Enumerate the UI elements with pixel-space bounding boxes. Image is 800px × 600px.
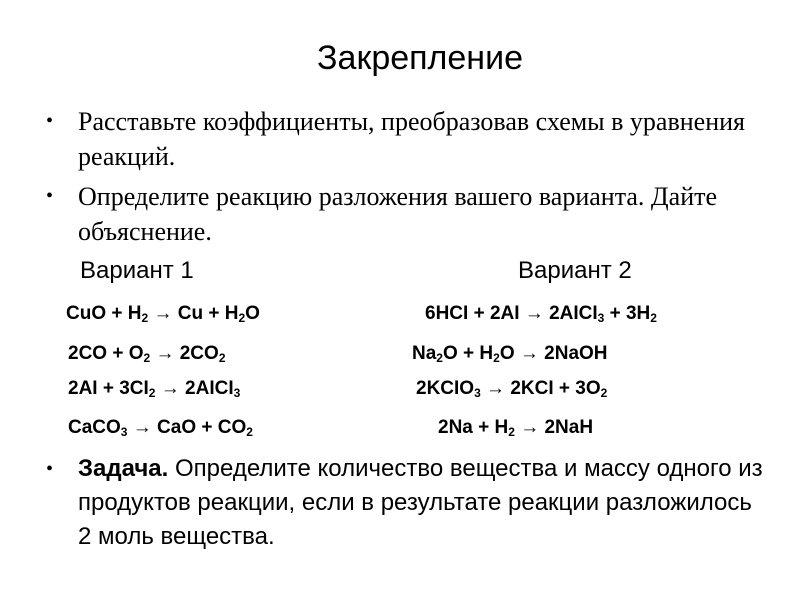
bullet-mark: • <box>46 185 54 207</box>
task-label: Задача. <box>78 455 169 482</box>
bullet-decomposition <box>46 179 766 249</box>
bullet-text: Расставьте коэффициенты, преобразовав схемы в уравнения реакций. <box>78 107 745 171</box>
equation-v2-3: $2KCIO_3 \to 2KCI + 3O_2$ <box>416 378 608 400</box>
slide-title: Закрепление <box>317 39 523 77</box>
bullet-task <box>46 452 766 554</box>
bullet-coefficients <box>46 104 766 174</box>
equation-v1-1: CuO + $H_2 \to Cu + H_2O$ <box>66 303 260 325</box>
equation-v2-4: $2Na + H_2 \to 2NaH$ <box>438 417 594 439</box>
task-body: Определите количество вещества и массу одного из продуктов реакции, если в результате реакции разложилось 2 моль вещества. <box>78 455 763 550</box>
bullet-text: Определите реакцию разложения вашего варианта. Дайте объяснение. <box>78 182 718 246</box>
bullet-mark: • <box>46 458 54 480</box>
equation-v1-3: $2AI + 3CI_2$ → $2AICI_3$ <box>68 378 241 400</box>
variant-1-heading: Вариант 1 <box>80 257 194 284</box>
equation-v1-2: $2CO + O_2 \to 2CO_2$ <box>68 343 226 365</box>
bullet-mark: • <box>46 110 54 132</box>
equation-v2-1: $6HCI + 2AI \to 2AICI_3 + 3H_2$ <box>425 303 657 325</box>
equation-v2-2: $Na_2O + H_2O$ → 2NaOH <box>412 343 608 365</box>
task-text <box>46 452 766 554</box>
variant-2-heading: Вариант 2 <box>518 257 632 284</box>
equation-v1-4: CaCO$_3$ → CaO + $CO_2$ <box>68 417 253 439</box>
